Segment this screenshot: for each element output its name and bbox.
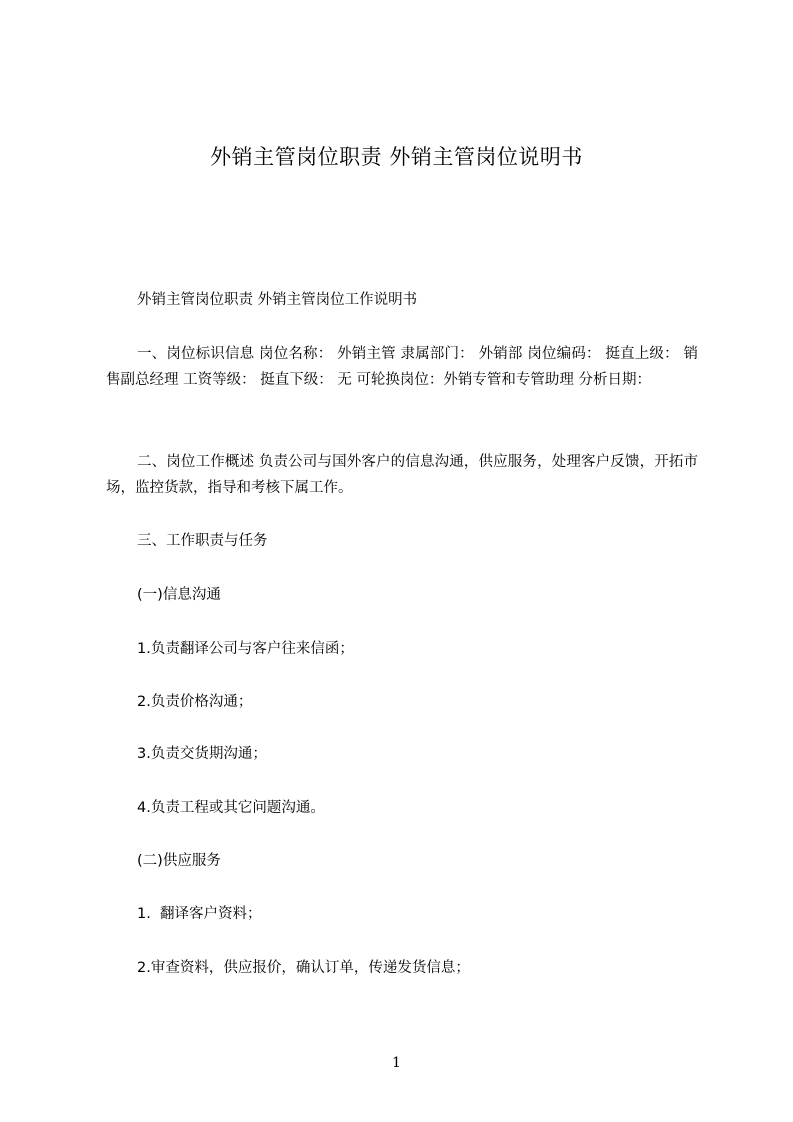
subsection-communication-heading: (一)信息沟通: [137, 587, 221, 603]
document-title: 外销主管岗位职责 外销主管岗位说明书: [210, 145, 583, 169]
section-position-info: 一、岗位标识信息 岗位名称： 外销主管 隶属部门： 外销部 岗位编码： 挺直上级： 销售副总经理 工资等级： 挺直下级： 无 可轮换岗位：外销专管和专管助理 分析日期：: [106, 346, 698, 388]
subsection-supply-heading: (二)供应服务: [137, 853, 221, 869]
communication-item-2: 2.负责价格沟通；: [137, 694, 253, 710]
communication-item-4: 4.负责工程或其它问题沟通。: [137, 800, 325, 816]
document-subtitle: 外销主管岗位职责 外销主管岗位工作说明书: [137, 292, 418, 308]
supply-item-1: 1. 翻译客户资料；: [137, 906, 262, 922]
section-position-overview: 二、岗位工作概述 负责公司与国外客户的信息沟通，供应服务，处理客户反馈，开拓市场，监控货款，指导和考核下属工作。: [106, 454, 698, 496]
communication-item-1: 1.负责翻译公司与客户往来信函；: [137, 641, 354, 657]
supply-item-2: 2.审查资料，供应报价，确认订单，传递发货信息；: [137, 960, 470, 976]
page-number: 1: [392, 1055, 401, 1071]
section-duties-heading: 三、工作职责与任务: [137, 533, 268, 549]
communication-item-3: 3.负责交货期沟通；: [137, 746, 267, 762]
